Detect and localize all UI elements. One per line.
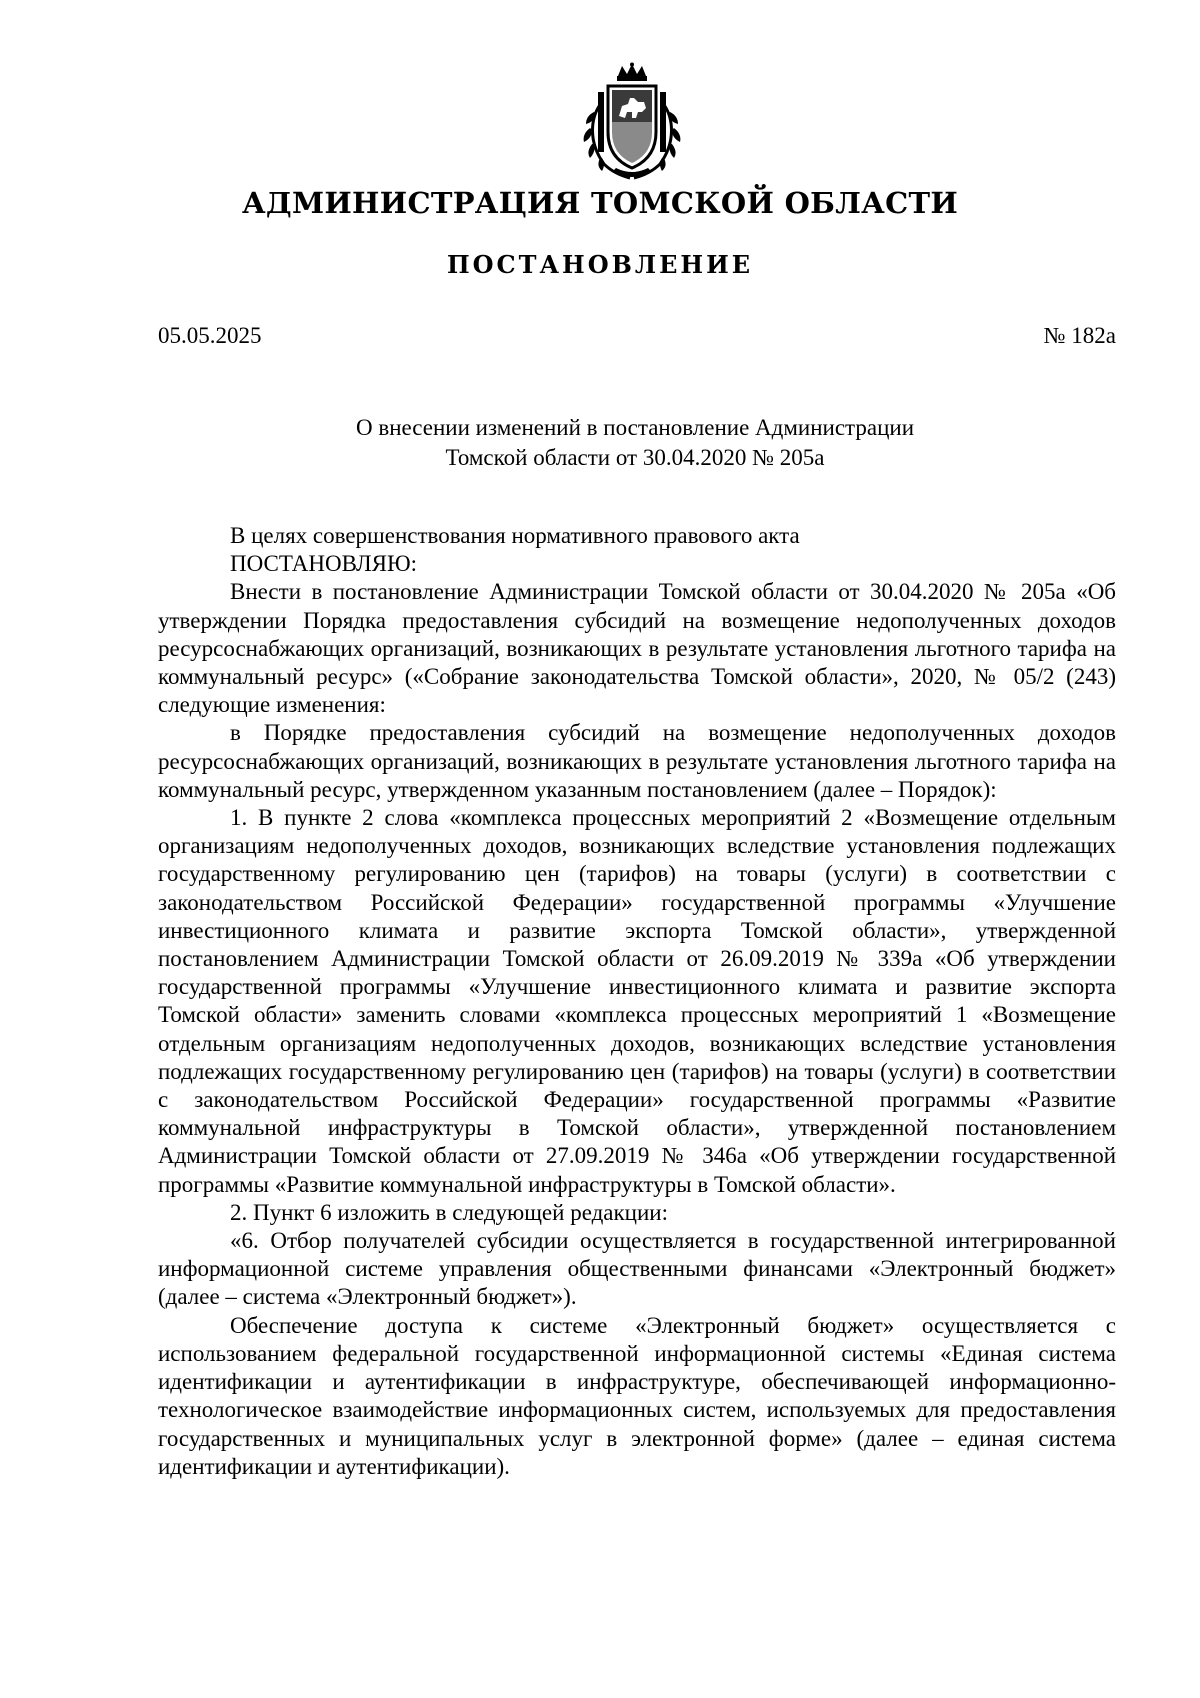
document-subject [0, 413, 1200, 473]
document-date: 05.05.2025 [158, 323, 262, 348]
paragraph-procedure: в Порядке предоставления субсидий на возмещение недополученных доходов ресурсоснабжающих организаций, возникающих в результате установления льготного тарифа на коммунальный ресурс, утвержденном указанным постановлением (далее – Порядок): [158, 720, 1116, 802]
paragraph-item-2: 2. Пункт 6 изложить в следующей редакции: [230, 1199, 668, 1225]
subject-line-1: О внесении изменений в постановление Администрации [355, 415, 915, 440]
paragraph-preamble: В целях совершенствования нормативного правового акта [230, 523, 800, 548]
document-number: № 182а [1043, 323, 1116, 348]
coat-of-arms-icon [572, 62, 692, 182]
document-type: ПОСТАНОВЛЕНИЕ [446, 250, 754, 279]
paragraph-amendment-intro: Внести в постановление Администрации Томской области от 30.04.2020 № 205а «Об утверждении Порядка предоставления субсидий на возмещение недополученных доходов ресурсоснабжающих организаций, возникающих в результате установления льготного тарифа на коммунальный ресурс» («Собрание законодательства Томской области», 2020, № 05/2 (243) следующие изменения: [158, 579, 1116, 718]
organization-title: АДМИНИСТРАЦИЯ ТОМСКОЙ ОБЛАСТИ [241, 186, 959, 220]
subject-line-2: Томской области от 30.04.2020 № 205а [445, 445, 825, 470]
paragraph-access: Обеспечение доступа к системе «Электронный бюджет» осуществляется с использованием федеральной государственной информационной системы «Единая система идентификации и аутентификации в инфраструктуре, обеспечивающей информационно-технологическое взаимодействие информационных систем, используемых для предоставления государственных и муниципальных услуг в электронной форме» (далее – единая система идентификации и аутентификации). [158, 1312, 1116, 1479]
document-body [158, 522, 1116, 1481]
paragraph-item-1: 1. В пункте 2 слова «комплекса процессных мероприятий 2 «Возмещение отдельным организациям недополученных доходов, возникающих вследствие установления подлежащих государственному регулированию цен (тарифов) на товары (услуги) в соответствии с законодательством Российской Федерации» государственной программы «Улучшение инвестиционного климата и развитие экспорта Томской области», утвержденной постановлением Администрации Томской области от 26.09.2019 № 339а «Об утверждении государственной программы «Улучшение инвестиционного климата и развитие экспорта Томской области» заменить словами «комплекса процессных мероприятий 1 «Возмещение отдельным организациям недополученных доходов, возникающих вследствие установления подлежащих государственному регулированию цен (тарифов) на товары (услуги) в соответствии с законодательством Российской Федерации» государственной программы «Развитие коммунальной инфраструктуры в Томской области», утвержденной постановлением Администрации Томской области от 27.09.2019 № 346а «Об утверждении государственной программы «Развитие коммунальной инфраструктуры в Томской области». [158, 805, 1116, 1197]
paragraph-item-6: «6. Отбор получателей субсидии осуществляется в государственной интегрированной информационной системе управления общественными финансами «Электронный бюджет» (далее – система «Электронный бюджет»). [158, 1228, 1116, 1310]
paragraph-resolve: ПОСТАНОВЛЯЮ: [230, 551, 418, 577]
